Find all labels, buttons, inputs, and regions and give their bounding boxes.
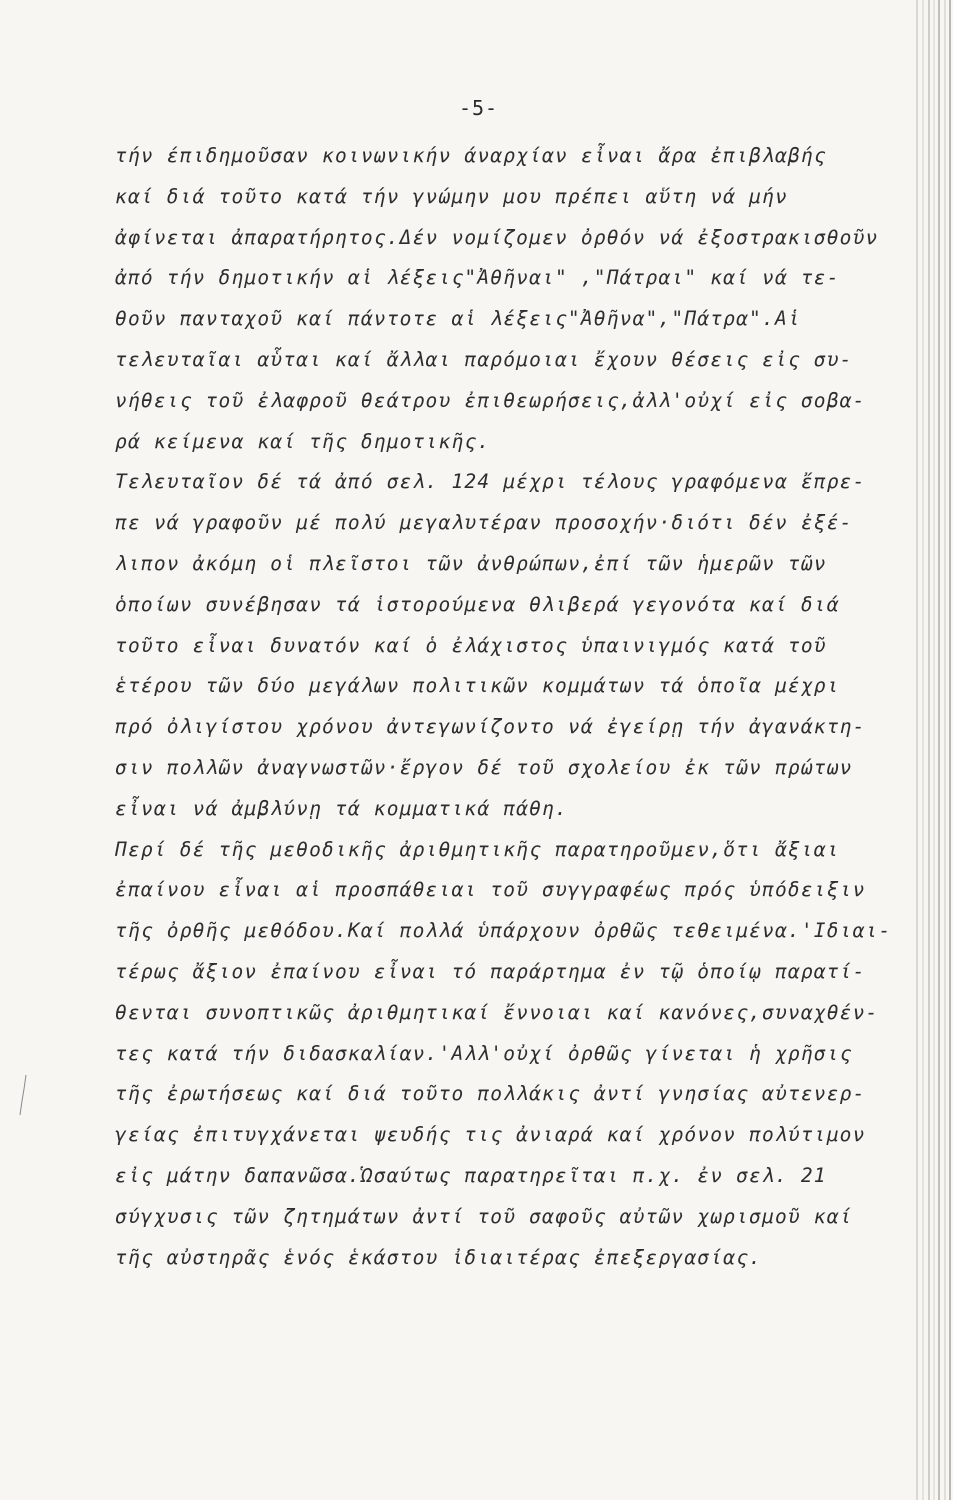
text-line: νήθεις τοῦ ἐλαφροῦ θεάτρου ἐπιθεωρήσεις,ἀλλ'οὐχί εἰς σοβα- xyxy=(115,388,866,412)
text-line: καί διά τοῦτο κατά τήν γνώμην μου πρέπει αὕτη νά μήν xyxy=(115,184,788,208)
faint-bleed-through-text xyxy=(405,1430,595,1448)
text-line: ἐπαίνου εἶναι αἱ προσπάθειαι τοῦ συγγραφέως πρός ὑπόδειξιν xyxy=(115,878,866,902)
text-line: εἰς μάτην δαπανῶσα.Ὡσαύτως παρατηρεῖται π.χ. ἐν σελ. 21 xyxy=(115,1163,827,1187)
text-line: γείας ἐπιτυγχάνεται ψευδής τις ἀνιαρά καί χρόνον πολύτιμον xyxy=(115,1123,866,1147)
text-line: σιν πολλῶν ἀναγνωστῶν·ἔργον δέ τοῦ σχολείου ἐκ τῶν πρώτων xyxy=(115,755,853,779)
text-line: τῆς ὀρθῆς μεθόδου.Καί πολλά ὑπάρχουν ὀρθῶς τεθειμένα.'Ιδιαι- xyxy=(115,919,892,943)
text-line: θοῦν πανταχοῦ καί πάντοτε αἱ λέξεις"Ἀθῆνα","Πάτρα".Αἱ xyxy=(115,307,801,331)
text-line: πρό ὀλιγίστου χρόνου ἀντεγωνίζοντο νά ἐγείρῃ τήν ἀγανάκτη- xyxy=(115,715,866,739)
text-line: ρά κείμενα καί τῆς δημοτικῆς. xyxy=(115,429,491,453)
text-line: τελευταῖαι αὗται καί ἄλλαι παρόμοιαι ἔχουν θέσεις εἰς συ- xyxy=(115,347,853,371)
text-line: ἀπό τήν δημοτικήν αἱ λέξεις"Ἀθῆναι" ,"Πάτραι" καί νά τε- xyxy=(115,266,840,290)
text-line: τέρως ἄξιον ἐπαίνου εἶναι τό παράρτημα ἐν τῷ ὁποίῳ παρατί- xyxy=(115,959,866,983)
text-line: τοῦτο εἶναι δυνατόν καί ὁ ἐλάχιστος ὑπαινιγμός κατά τοῦ xyxy=(115,633,827,657)
text-line: εἶναι νά ἀμβλύνῃ τά κομματικά πάθη. xyxy=(115,796,568,820)
text-line: πε νά γραφοῦν μέ πολύ μεγαλυτέραν προσοχήν·διότι δέν ἐξέ- xyxy=(115,511,853,535)
text-line: τῆς αὐστηρᾶς ἑνός ἑκάστου ἰδιαιτέρας ἐπεξεργασίας. xyxy=(115,1245,762,1269)
text-line: Τελευταῖον δέ τά ἀπό σελ. 124 μέχρι τέλους γραφόμενα ἔπρε- xyxy=(115,470,866,494)
text-line: λιπον ἀκόμη οἱ πλεῖστοι τῶν ἀνθρώπων,ἐπί τῶν ἡμερῶν τῶν xyxy=(115,551,827,575)
margin-pencil-mark xyxy=(18,1073,28,1117)
text-line: ὁποίων συνέβησαν τά ἱστορούμενα θλιβερά γεγονότα καί διά xyxy=(115,592,840,616)
text-line: Περί δέ τῆς μεθοδικῆς ἀριθμητικῆς παρατηροῦμεν,ὅτι ἄξιαι xyxy=(115,837,840,861)
page-number: -5- xyxy=(458,96,499,120)
text-line: τήν έπιδημοῦσαν κοινωνικήν άναρχίαν εἶναι ἄρα ἐπιβλαβής xyxy=(115,144,827,167)
text-line: ἑτέρου τῶν δύο μεγάλων πολιτικῶν κομμάτων τά ὁποῖα μέχρι xyxy=(115,674,840,698)
text-line: σύγχυσις τῶν ζητημάτων ἀντί τοῦ σαφοῦς αὐτῶν χωρισμοῦ καί xyxy=(115,1204,853,1228)
body-text xyxy=(115,136,915,1278)
page-edge-shadow xyxy=(907,0,953,1500)
text-line: θενται συνοπτικῶς ἀριθμητικαί ἔννοιαι καί κανόνες,συναχθέν- xyxy=(115,1000,879,1024)
text-line: τες κατά τήν διδασκαλίαν.'Αλλ'οὐχί ὀρθῶς γίνεται ἡ χρῆσις xyxy=(115,1041,853,1065)
text-line: ἀφίνεται ἀπαρατήρητος.Δέν νομίζομεν ὀρθόν νά ἐξοστρακισθοῦν xyxy=(115,225,879,249)
text-line: τῆς ἐρωτήσεως καί διά τοῦτο πολλάκις ἀντί γνησίας αὐτενερ- xyxy=(115,1082,866,1106)
